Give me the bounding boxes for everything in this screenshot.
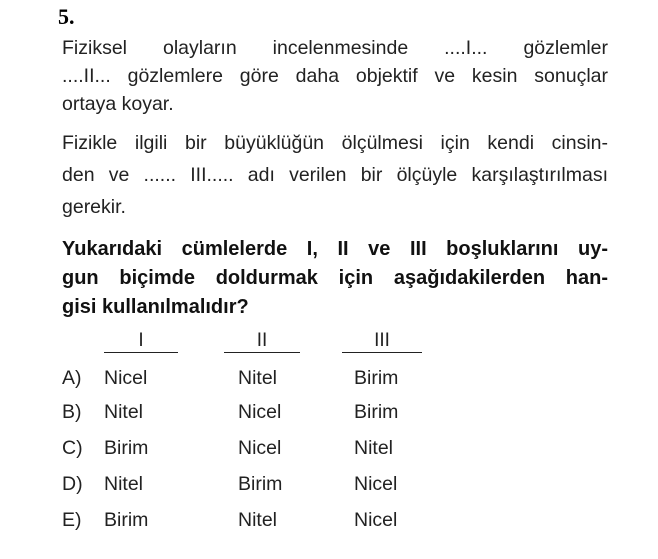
option-value-i: Nitel	[104, 401, 144, 423]
question-number: 5.	[58, 4, 75, 29]
prompt-line-3: gisi kullanılmalıdır?	[62, 296, 249, 318]
option-value-i: Nicel	[104, 367, 148, 389]
option-letter: D)	[62, 473, 83, 495]
answer-option-a[interactable]	[62, 365, 462, 391]
option-letter: A)	[62, 367, 82, 389]
option-value-iii: Nicel	[354, 473, 398, 495]
option-value-i: Nitel	[104, 473, 144, 495]
option-value-i: Birim	[104, 437, 149, 459]
answer-option-b[interactable]	[62, 399, 462, 425]
option-value-ii: Nitel	[238, 367, 278, 389]
option-value-ii: Birim	[238, 473, 283, 495]
option-value-ii: Nicel	[238, 401, 282, 423]
paragraph-2-line-3: gerekir.	[62, 196, 126, 218]
option-value-iii: Nitel	[354, 437, 394, 459]
paragraph-1-line-2: ....II... gözlemlere göre daha objektif ve kesin sonuçlar	[62, 65, 608, 87]
option-letter: B)	[62, 401, 82, 423]
option-value-iii: Nicel	[354, 509, 398, 531]
prompt-line-2: gun biçimde doldurmak için aşağıdakilerden han-	[62, 267, 608, 289]
option-value-i: Birim	[104, 509, 149, 531]
answer-option-c[interactable]	[62, 435, 462, 461]
prompt-line-1: Yukarıdaki cümlelerde I, II ve III boşluklarını uy-	[62, 238, 608, 260]
paragraph-1-line-3: ortaya koyar.	[62, 93, 174, 115]
column-header-i: I	[104, 330, 178, 353]
option-letter: E)	[62, 509, 82, 531]
paragraph-2-line-1: Fizikle ilgili bir büyüklüğün ölçülmesi için kendi cinsin-	[62, 132, 608, 154]
answer-option-e[interactable]	[62, 507, 462, 533]
answer-option-d[interactable]	[62, 471, 462, 497]
option-letter: C)	[62, 437, 83, 459]
paragraph-1-line-1: Fiziksel olayların incelenmesinde ....I... gözlemler	[62, 37, 608, 59]
option-value-ii: Nicel	[238, 437, 282, 459]
option-value-iii: Birim	[354, 401, 399, 423]
column-header-ii: II	[224, 330, 300, 353]
paragraph-2-line-2: den ve ...... III..... adı verilen bir ölçüyle karşılaştırılması	[62, 164, 608, 186]
option-value-iii: Birim	[354, 367, 399, 389]
option-value-ii: Nitel	[238, 509, 278, 531]
column-header-iii: III	[342, 330, 422, 353]
